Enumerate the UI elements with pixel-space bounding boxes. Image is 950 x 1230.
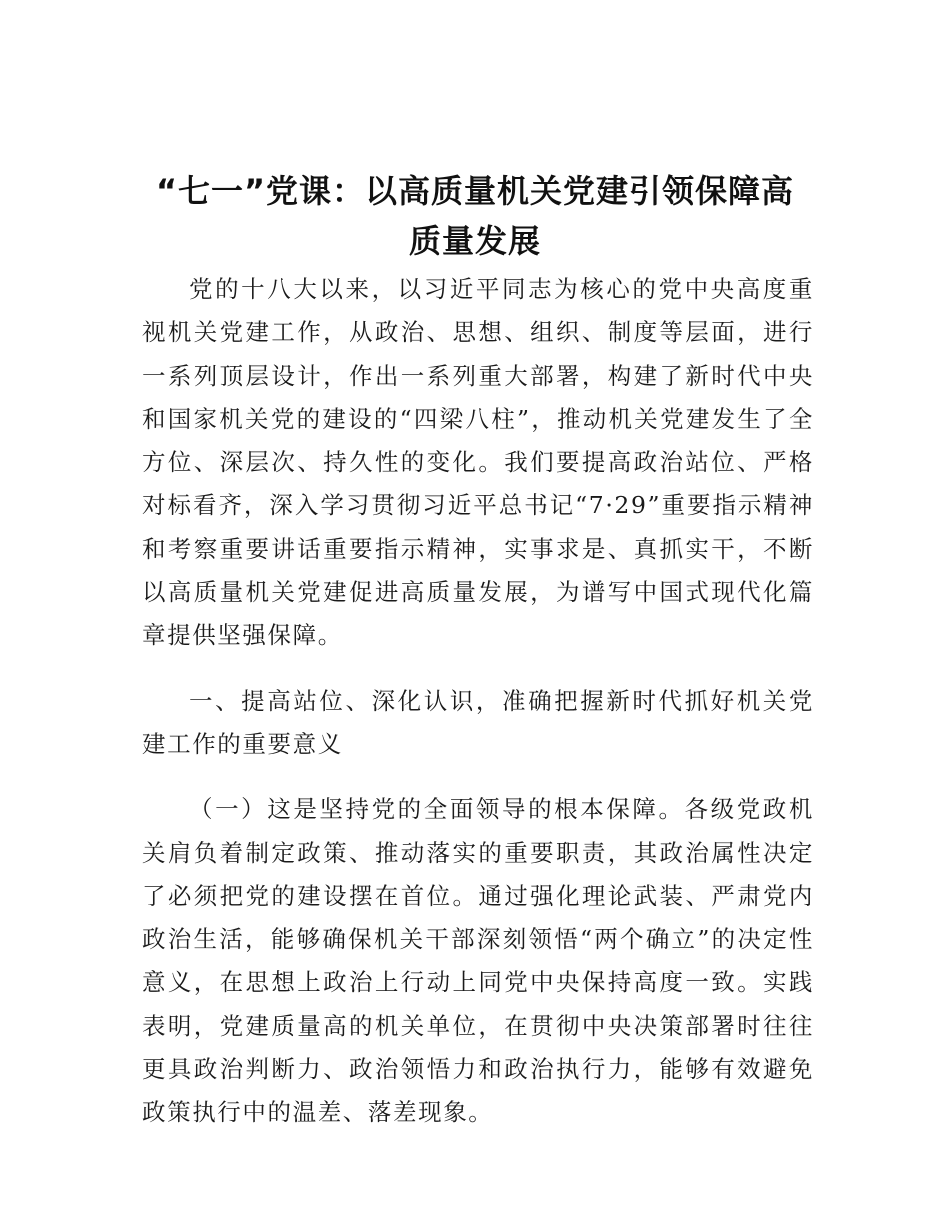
title-line-1: “七一”党课：以高质量机关党建引领保障高: [155, 172, 795, 210]
document-body: [142, 268, 814, 1157]
title-line-2: 质量发展: [408, 222, 541, 260]
subsection-paragraph: （一）这是坚持党的全面领导的根本保障。各级党政机关肩负着制定政策、推动落实的重要职责，其政治属性决定了必须把党的建设摆在首位。通过强化理论武装、严肃党内政治生活，能够确保机关干部深刻领悟“两个确立”的决定性意义，在思想上政治上行动上同党中央保持高度一致。实践表明，党建质量高的机关单位，在贯彻中央决策部署时往往更具政治判断力、政治领悟力和政治执行力，能够有效避免政策执行中的温差、落差现象。: [142, 795, 814, 1127]
section-heading: 一、提高站位、深化认识，准确把握新时代抓好机关党建工作的重要意义: [142, 686, 814, 758]
intro-paragraph: 党的十八大以来，以习近平同志为核心的党中央高度重视机关党建工作，从政治、思想、组织、制度等层面，进行一系列顶层设计，作出一系列重大部署，构建了新时代中央和国家机关党的建设的“四梁八柱”，推动机关党建发生了全方位、深层次、持久性的变化。我们要提高政治站位、严格对标看齐，深入学习贯彻习近平总书记“7·29”重要指示精神和考察重要讲话重要指示精神，实事求是、真抓实干，不断以高质量机关党建促进高质量发展，为谱写中国式现代化篇章提供坚强保障。: [142, 275, 814, 650]
document-title: [100, 166, 850, 266]
